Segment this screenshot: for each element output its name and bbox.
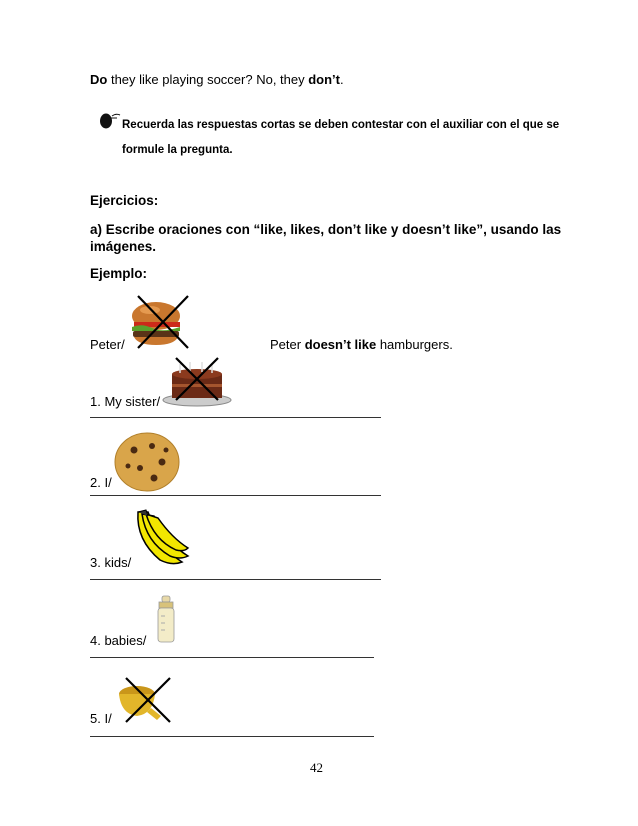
answer-line-4[interactable]: [90, 657, 374, 658]
instruction-line-1: a) Escribe oraciones con “like, likes, don’t like y doesn’t like”, usando las: [90, 222, 562, 237]
exercises-heading: Ejercicios:: [90, 193, 159, 208]
sentence-middle: they like playing soccer? No, they: [107, 72, 309, 87]
answer-start: Peter: [270, 337, 305, 352]
item-5-label: 5. I/: [90, 711, 112, 726]
answer-end: hamburgers.: [376, 337, 453, 352]
sentence-end: .: [340, 72, 344, 87]
item-4-label: 4. babies/: [90, 633, 147, 648]
cross-mark: [174, 356, 224, 406]
milk-bottle-icon: [153, 596, 179, 646]
item-1-label: 1. My sister/: [90, 394, 161, 409]
instruction-line-2: imágenes.: [90, 239, 157, 254]
example-answer: [270, 337, 453, 352]
answer-line-3[interactable]: [90, 579, 381, 580]
answer-line-5[interactable]: [90, 736, 374, 737]
dont-word: don’t: [308, 72, 340, 87]
cross-mark: [136, 294, 196, 354]
item-2-label: 2. I/: [90, 475, 112, 490]
banana-icon: [132, 510, 192, 570]
do-word: Do: [90, 72, 108, 87]
cookie-icon: [114, 432, 184, 492]
cross-mark: [124, 676, 174, 726]
answer-line-2[interactable]: [90, 495, 381, 496]
mouse-pointer-icon: [98, 112, 120, 130]
answer-line-1[interactable]: [90, 417, 381, 418]
example-sentence: [90, 72, 344, 87]
example-label: Ejemplo:: [90, 266, 148, 281]
note-line-2: formule la pregunta.: [122, 144, 233, 156]
answer-bold: doesn’t like: [304, 337, 377, 352]
item-3-label: 3. kids/: [90, 555, 132, 570]
page-number: 42: [310, 760, 323, 775]
example-subject: Peter/: [90, 337, 125, 352]
note-line-1: Recuerda las respuestas cortas se deben contestar con el auxiliar con el que se: [122, 119, 560, 131]
